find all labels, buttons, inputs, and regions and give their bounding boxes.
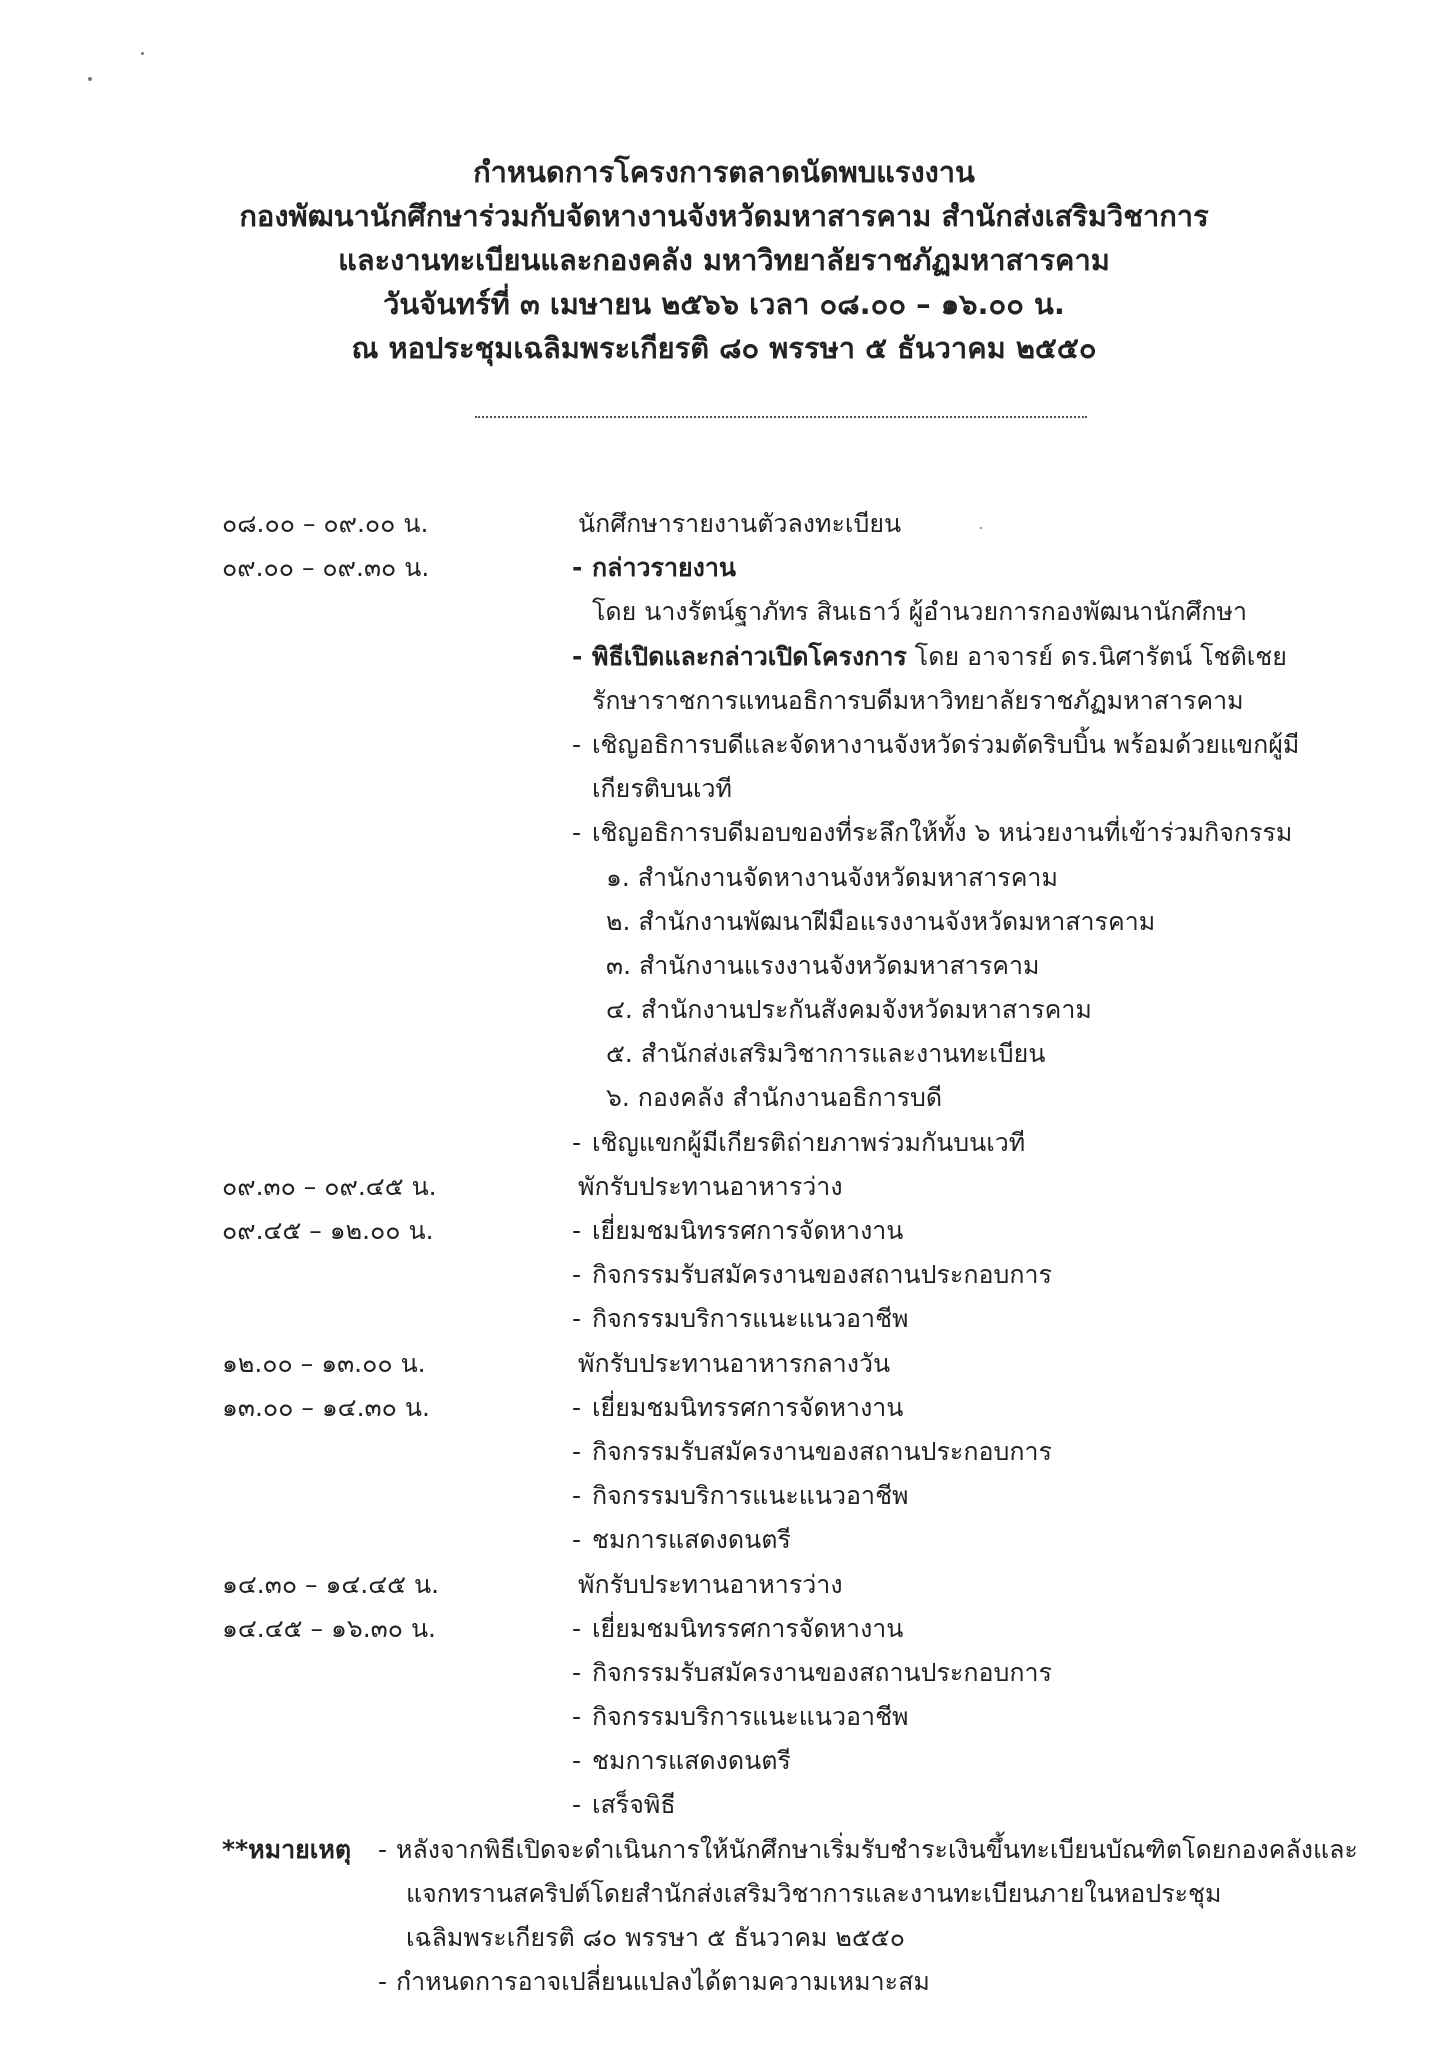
schedule-row [0,767,1448,811]
schedule-row [0,679,1448,723]
schedule-item-label: รักษาราชการแทนอธิการบดีมหาวิทยาลัยราชภัฏมหาสารคาม [592,685,1244,715]
schedule-row [0,590,1448,634]
schedule-row [0,1076,1448,1120]
schedule-item-text [592,1474,909,1518]
schedule-row [0,1651,1448,1695]
bullet-dash: - [572,818,582,848]
schedule-row [0,1474,1448,1518]
schedule-row [0,1739,1448,1783]
schedule-item-label: เชิญอธิการบดีและจัดหางานจังหวัดร่วมตัดริบบิ้น พร้อมด้วยแขกผู้มี [592,729,1300,759]
bullet-dash: - [572,1216,582,1245]
schedule-item-label: กิจกรรมบริการแนะแนวอาชีพ [592,1304,909,1334]
bullet-dash: - [572,1304,582,1334]
schedule-item-label: กิจกรรมรับสมัครงานของสถานประกอบการ [592,1436,1052,1466]
schedule-item-label: ๒. สำนักงานพัฒนาฝีมือแรงงานจังหวัดมหาสารคาม [606,906,1156,936]
schedule-time: ๐๘.๐๐ – ๐๙.๐๐ น. [222,509,429,538]
note-label: **หมายเหตุ [222,1834,352,1864]
schedule-item-label: ๑. สำนักงานจัดหางานจังหวัดมหาสารคาม [606,862,1058,892]
schedule-item-label: ชมการแสดงดนตรี [592,1746,791,1776]
schedule-row [0,1783,1448,1827]
schedule-item-label: ๕. สำนักส่งเสริมวิชาการและงานทะเบียน [606,1039,1046,1069]
schedule-item-label: เยี่ยมชมนิทรรศการจัดหางาน [592,1216,904,1245]
header-date-time: วันจันทร์ที่ ๓ เมษายน ๒๕๖๖ เวลา ๐๘.๐๐ – ๑๖.๐๐ น. [383,287,1065,321]
schedule-item-text [606,988,1092,1032]
schedule-row [0,1695,1448,1739]
note-row [0,1916,1448,1960]
note-row [0,1828,1448,1872]
schedule-item-text [592,1607,903,1651]
note-text: แจกทรานสคริปต์โดยสำนักส่งเสริมวิชาการและงานทะเบียนภายในหอประชุม [406,1878,1222,1908]
header-organizers-cont: และงานทะเบียนและกองคลัง มหาวิทยาลัยราชภัฏมหาสารคาม [338,243,1110,277]
schedule-item-text [592,1783,676,1827]
schedule-item-text [592,635,1287,679]
schedule-item-label: กิจกรรมรับสมัครงานของสถานประกอบการ [592,1657,1052,1687]
schedule-item-text [592,1253,1052,1297]
bullet-dash: - [572,1702,582,1732]
schedule-item-label: กิจกรรมรับสมัครงานของสถานประกอบการ [592,1260,1052,1290]
schedule-item-label: ๓. สำนักงานแรงงานจังหวัดมหาสารคาม [606,950,1040,980]
schedule-item-bold: พิธีเปิดและกล่าวเปิดโครงการ [592,641,907,671]
note-text: กำหนดการอาจเปลี่ยนแปลงได้ตามความเหมาะสม [396,1967,930,1997]
note-text: เฉลิมพระเกียรติ ๘๐ พรรษา ๕ ธันวาคม ๒๕๕๐ [406,1923,905,1952]
header-venue: ณ หอประชุมเฉลิมพระเกียรติ ๘๐ พรรษา ๕ ธันวาคม ๒๕๕๐ [351,331,1097,365]
schedule-item-text [606,944,1040,988]
bullet-dash: - [572,1260,582,1290]
schedule-row [0,1253,1448,1297]
schedule-item-text [592,546,736,590]
schedule-row [0,1165,1448,1209]
schedule-item-text [606,856,1058,900]
schedule-item-text [592,1121,1025,1165]
schedule-item-label: โดย นางรัตน์ฐาภัทร สินเธาว์ ผู้อำนวยการกองพัฒนานักศึกษา [592,597,1248,627]
bullet-dash: - [572,1746,582,1776]
bullet-dash: - [572,1392,582,1422]
schedule-row [0,856,1448,900]
schedule-item-suffix: โดย อาจารย์ ดร.นิศารัตน์ โชติเชย [906,641,1287,671]
header-title: กำหนดการโครงการตลาดนัดพบแรงงาน [473,155,975,189]
schedule-item-label: นักศึกษารายงานตัวลงทะเบียน [578,509,902,538]
bullet-dash: - [572,1481,582,1511]
schedule-row [0,723,1448,767]
bullet-dash: - [572,641,583,671]
schedule-row [0,1209,1448,1253]
schedule-item-text [592,1297,909,1341]
schedule-item-text [578,1165,843,1209]
schedule-time: ๑๔.๔๕ – ๑๖.๓๐ น. [222,1613,436,1643]
bullet-dash: - [572,1657,582,1687]
schedule-row [0,1342,1448,1386]
schedule-item-label: ชมการแสดงดนตรี [592,1525,791,1555]
dotted-divider [475,416,1087,418]
schedule-item-text [592,679,1244,723]
schedule-item-label: กิจกรรมบริการแนะแนวอาชีพ [592,1702,909,1732]
schedule-row [0,1297,1448,1341]
schedule-row [0,1032,1448,1076]
note-row [0,1960,1448,2004]
scan-speck [88,77,92,81]
schedule-item-text [592,767,732,811]
schedule-row [0,811,1448,855]
schedule-row [0,1386,1448,1430]
schedule-item-label: เยี่ยมชมนิทรรศการจัดหางาน [592,1613,904,1643]
note-text: หลังจากพิธีเปิดจะดำเนินการให้นักศึกษาเริ่มรับชำระเงินขึ้นทะเบียนบัณฑิตโดยกองคลังและ [396,1834,1358,1864]
bullet-dash: - [378,1834,388,1864]
document-header [0,150,1448,370]
schedule-item-label: พักรับประทานอาหารว่าง [578,1569,843,1599]
schedule-item-label: เชิญอธิการบดีมอบของที่ระลึกให้ทั้ง ๖ หน่วยงานที่เข้าร่วมกิจกรรม [592,818,1293,848]
bullet-dash: - [378,1967,388,1997]
schedule-item-text [592,1209,903,1253]
schedule-item-text [592,811,1292,855]
schedule-item-text [606,900,1155,944]
schedule-time: ๐๙.๔๕ – ๑๒.๐๐ น. [222,1216,434,1245]
schedule-item-text [592,1739,791,1783]
schedule-row [0,988,1448,1032]
schedule-item-text [578,502,901,546]
schedule-item-label: กิจกรรมบริการแนะแนวอาชีพ [592,1481,909,1511]
schedule-row [0,900,1448,944]
schedule-item-text [578,1563,843,1607]
schedule-row [0,502,1448,546]
schedule-item-label: เสร็จพิธี [592,1790,676,1820]
schedule-time: ๑๒.๐๐ – ๑๓.๐๐ น. [222,1348,426,1378]
schedule-row [0,635,1448,679]
schedule-item-text [592,590,1247,634]
schedule-time: ๑๓.๐๐ – ๑๔.๓๐ น. [222,1392,430,1422]
schedule-item-label: พักรับประทานอาหารว่าง [578,1171,843,1201]
schedule-item-label: ๔. สำนักงานประกันสังคมจังหวัดมหาสารคาม [606,995,1092,1025]
schedule-item-bold: กล่าวรายงาน [592,553,736,583]
schedule-item-label: เยี่ยมชมนิทรรศการจัดหางาน [592,1392,904,1422]
schedule-item-label: พักรับประทานอาหารกลางวัน [578,1348,891,1378]
schedule-item-text [578,1342,890,1386]
bullet-dash: - [572,1525,582,1555]
schedule-item-text [592,723,1299,767]
schedule-row [0,1121,1448,1165]
schedule-row [0,1430,1448,1474]
note-row [0,1872,1448,1916]
schedule-item-text [606,1032,1045,1076]
bullet-dash: - [572,1790,582,1820]
bullet-dash: - [572,729,582,759]
bullet-dash: - [572,1436,582,1466]
schedule-list [0,502,1448,2004]
schedule-row [0,1607,1448,1651]
schedule-item-text [592,1518,791,1562]
schedule-time: ๑๔.๓๐ – ๑๔.๔๕ น. [222,1569,440,1599]
schedule-row [0,546,1448,590]
schedule-item-text [592,1695,909,1739]
header-organizers: กองพัฒนานักศึกษาร่วมกับจัดหางานจังหวัดมหาสารคาม สำนักส่งเสริมวิชาการ [239,199,1209,233]
schedule-item-label: เชิญแขกผู้มีเกียรติถ่ายภาพร่วมกันบนเวที [592,1127,1026,1157]
schedule-item-text [592,1430,1052,1474]
schedule-item-text [592,1386,903,1430]
bullet-dash: - [572,1127,582,1157]
schedule-item-text [606,1076,942,1120]
schedule-row [0,1563,1448,1607]
schedule-row [0,1518,1448,1562]
bullet-dash: - [572,1613,582,1643]
schedule-item-label: ๖. กองคลัง สำนักงานอธิการบดี [606,1083,943,1113]
scan-speck [141,52,144,55]
schedule-time: ๐๙.๐๐ – ๐๙.๓๐ น. [222,553,430,583]
schedule-row [0,944,1448,988]
bullet-dash: - [572,553,583,583]
schedule-item-label: เกียรติบนเวที [592,774,733,804]
schedule-item-text [592,1651,1052,1695]
schedule-time: ๐๙.๓๐ – ๐๙.๔๕ น. [222,1171,437,1201]
